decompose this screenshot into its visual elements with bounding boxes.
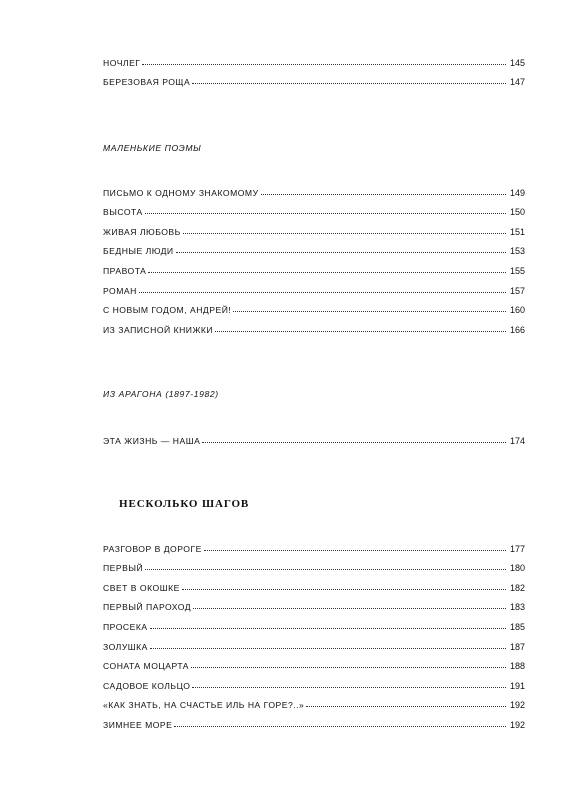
dot-leader xyxy=(176,243,506,253)
toc-entry xyxy=(103,652,525,672)
toc-entry-page: 157 xyxy=(509,285,525,296)
toc-entry-page: 188 xyxy=(509,661,525,672)
toc-entry-page: 174 xyxy=(509,435,525,446)
toc-entry xyxy=(103,315,525,335)
toc-entry-page: 180 xyxy=(509,563,525,574)
toc-entry-page: 151 xyxy=(509,226,525,237)
toc-entry xyxy=(103,198,525,218)
toc-entry-title: РАЗГОВОР В ДОРОГЕ xyxy=(103,543,202,554)
toc-list xyxy=(103,426,525,446)
toc-entry-page: 153 xyxy=(509,246,525,257)
toc-entry-title: ПРОСЕКА xyxy=(103,621,148,632)
dot-leader xyxy=(150,639,506,649)
toc-entry xyxy=(103,237,525,257)
toc-entry xyxy=(103,48,525,68)
toc-entry-title: БЕДНЫЕ ЛЮДИ xyxy=(103,246,174,257)
dot-leader xyxy=(183,224,506,234)
dot-leader xyxy=(145,560,506,570)
toc-entry-page: 147 xyxy=(509,77,525,88)
toc-entry-title: С НОВЫМ ГОДОМ, АНДРЕЙ! xyxy=(103,305,232,316)
dot-leader xyxy=(145,204,506,214)
toc-entry-title: СВЕТ В ОКОШКЕ xyxy=(103,582,180,593)
toc-entry xyxy=(103,217,525,237)
toc-entry-title: БЕРЕЗОВАЯ РОЩА xyxy=(103,77,191,88)
toc-entry xyxy=(103,534,525,554)
dot-leader xyxy=(204,541,506,551)
dot-leader xyxy=(142,55,506,65)
toc-entry-page: 182 xyxy=(509,582,525,593)
toc-entry-page: 192 xyxy=(509,719,525,730)
toc-entry-title: ЖИВАЯ ЛЮБОВЬ xyxy=(103,226,181,237)
toc-entry-title: ПРАВОТА xyxy=(103,265,147,276)
section-heading: ИЗ АРАГОНА (1897-1982) xyxy=(103,389,219,399)
dot-leader xyxy=(139,283,506,293)
toc-entry-page: 183 xyxy=(509,602,525,613)
toc-entry-title: ПЕРВЫЙ ПАРОХОД xyxy=(103,602,192,613)
toc-entry xyxy=(103,178,525,198)
toc-entry xyxy=(103,276,525,296)
toc-entry xyxy=(103,593,525,613)
section-heading: МАЛЕНЬКИЕ ПОЭМЫ xyxy=(103,143,202,153)
toc-entry-page: 160 xyxy=(509,305,525,316)
toc-entry xyxy=(103,691,525,711)
toc-entry-page: 187 xyxy=(509,641,525,652)
dot-leader xyxy=(182,580,506,590)
toc-entry-page: 191 xyxy=(509,680,525,691)
dot-leader xyxy=(192,678,506,688)
toc-entry-title: САДОВОЕ КОЛЬЦО xyxy=(103,680,191,691)
toc-entry xyxy=(103,426,525,446)
toc-entry-title: РОМАН xyxy=(103,285,137,296)
toc-entry xyxy=(103,710,525,730)
toc-entry-page: 145 xyxy=(509,57,525,68)
toc-entry-title: ЗОЛУШКА xyxy=(103,641,148,652)
toc-entry xyxy=(103,256,525,276)
toc-entry-page: 155 xyxy=(509,265,525,276)
toc-entry-page: 192 xyxy=(509,700,525,711)
toc-entry-title: НОЧЛЕГ xyxy=(103,57,141,68)
toc-entry xyxy=(103,671,525,691)
toc-entry xyxy=(103,573,525,593)
toc-list xyxy=(103,534,525,730)
toc-entry xyxy=(103,296,525,316)
dot-leader xyxy=(215,322,506,332)
dot-leader xyxy=(233,302,506,312)
toc-entry xyxy=(103,632,525,652)
toc-entry-page: 177 xyxy=(509,543,525,554)
toc-entry xyxy=(103,554,525,574)
dot-leader xyxy=(306,697,506,707)
toc-entry xyxy=(103,612,525,632)
toc-entry-page: 150 xyxy=(509,207,525,218)
toc-entry-title: ВЫСОТА xyxy=(103,207,143,218)
dot-leader xyxy=(150,619,506,629)
toc-entry-page: 166 xyxy=(509,324,525,335)
toc-entry-title: ЗИМНЕЕ МОРЕ xyxy=(103,719,173,730)
toc-entry-title: ЭТА ЖИЗНЬ — НАША xyxy=(103,435,201,446)
toc-entry-title: ПЕРВЫЙ xyxy=(103,563,144,574)
dot-leader xyxy=(148,263,506,273)
toc-entry-title: «КАК ЗНАТЬ, НА СЧАСТЬЕ ИЛЬ НА ГОРЕ?..» xyxy=(103,700,305,711)
toc-entry xyxy=(103,68,525,88)
part-heading: НЕСКОЛЬКО ШАГОВ xyxy=(119,498,250,510)
toc-entry-title: ПИСЬМО К ОДНОМУ ЗНАКОМОМУ xyxy=(103,187,259,198)
toc-entry-page: 149 xyxy=(509,187,525,198)
dot-leader xyxy=(202,433,506,443)
dot-leader xyxy=(191,658,506,668)
dot-leader xyxy=(193,599,506,609)
dot-leader xyxy=(261,185,506,195)
dot-leader xyxy=(192,74,506,84)
dot-leader xyxy=(174,717,506,727)
toc-entry-title: ИЗ ЗАПИСНОЙ КНИЖКИ xyxy=(103,324,214,335)
toc-entry-page: 185 xyxy=(509,621,525,632)
toc-list xyxy=(103,48,525,87)
toc-entry-title: СОНАТА МОЦАРТА xyxy=(103,661,190,672)
toc-list xyxy=(103,178,525,335)
